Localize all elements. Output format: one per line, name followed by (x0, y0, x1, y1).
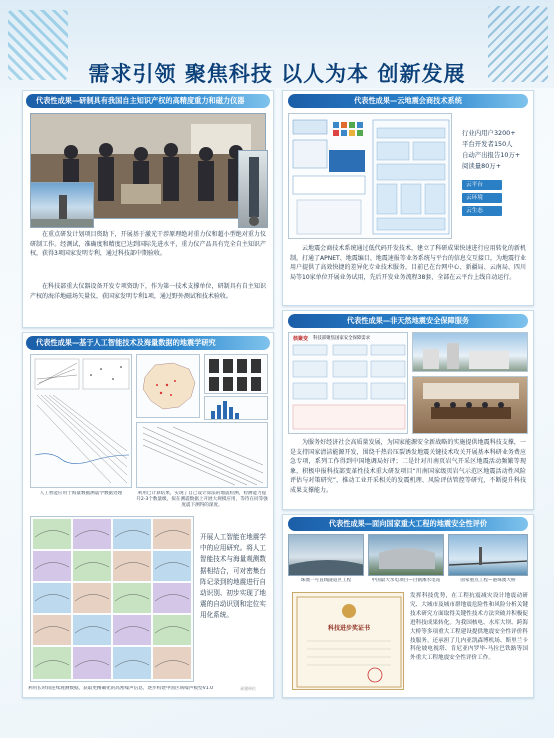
cloud-architecture-diagram (288, 113, 452, 239)
ai-caption-1: 人工智能应用于海量数据测震学数据处理 (39, 491, 123, 496)
caption-hydropower: 中国最大水电项目—白鹤滩水电站 (371, 578, 441, 583)
tag-cloud-ecosystem: 云生态 (462, 206, 502, 216)
section-safety-evaluation-para: 发挥科技优势，在工程抗震减灾设计地震动研究、大城市及城市群地震危险性和风险分析关键技术研究方面取得关键性技术方法突破并积极促进科技成果转化。为我国核电、水库大坝、跨海大桥等多项重大工程建设提供地震安全性评价科技服务。还承担了几内亚凯森博机场、斯里兰卡科伦坡电视塔、肯尼亚内罗毕-马拉巴铁路等国外重大工程地震安全性评价工作。 (410, 593, 528, 662)
histogram-figure (204, 396, 268, 420)
hydropower-photo (368, 534, 444, 576)
tag-cloud-platform: 云平台 (462, 180, 502, 190)
page-title: 需求引领 聚焦科技 以人为本 创新发展 (88, 62, 466, 86)
caption-bridge: 国家重点工程—港珠澳大桥 (460, 578, 516, 583)
section-instruments-heading: 代表性成果—研制具有我国自主知识产权的高精度重力和磁力仪器 (26, 94, 270, 108)
tag-cloud-environment: 云环境 (462, 193, 502, 203)
section-safety-evaluation-heading: 代表性成果—面向国家重大工程的地震安全性评价 (288, 517, 528, 531)
waveform-grid-figure (204, 354, 268, 394)
section-ai-seismology-heading: 代表性成果—基于人工智能技术及海量数据的地震学研究 (26, 336, 270, 350)
magnetometer-photo (238, 150, 268, 228)
china-map-figure (136, 354, 200, 418)
section-instruments-para2: 在科技部重大仪器设备开发专项资助下，作为第一技术支撑单位，研制具有自主知识产权的海洋地磁场矢量仪，获国家发明专利1项，通过野外测试和技术验收。 (30, 283, 266, 300)
nuclear-plant-photo (412, 332, 528, 372)
tunnel-photo (288, 534, 364, 576)
noise-model-grid (30, 516, 194, 682)
caption-tunnel: 珠澳一号直线隧道区工程 (300, 578, 352, 583)
meeting-room-photo (412, 376, 528, 434)
cloud-stat-developers: 平台开发者150人 (462, 140, 513, 148)
seismic-section-figure (136, 422, 268, 488)
ai-caption-2: 利用已计算结果，实现了自己设计算法的地震检测，检测能力提升2-3个数量级，拟在测震数据上开展大规模应用，等待在同等强度震下测得的深度。 (136, 491, 268, 508)
section-ai-seismology-para: 开展人工智能在地震学中的应用研究。将人工智能技术与海量观测数据相结合，可对密集台阵记录到的地震进行自动识别、初步实现了地震的自动识别和定位实用化系统。 (200, 533, 266, 620)
flowchart-title: 核聚变 (293, 336, 309, 342)
bridge-photo (448, 534, 528, 576)
cloud-stat-users: 行业内用户3200+ (462, 129, 516, 137)
fusion-flowchart (288, 332, 408, 434)
flowchart-subtitle: 科技部聚焦国家安全保障需求 (313, 336, 371, 341)
cloud-stat-reads: 阅读量80万+ (462, 162, 502, 170)
footer-label: 承建单位 (240, 686, 256, 691)
section-instruments-para1: 在重点研发计划项目资助下，开展基于激光干涉原理绝对重力仪和超小型绝对重力仪研制工作。经测试，准确度和精度已达到国际先进水平，重力仪产品具有完全自主知识产权，获得3项国家发明专利，通过科技部中期验收。 (30, 231, 266, 258)
award-certificate (292, 592, 404, 690)
section-cloud-consult-para: 云地震会商技术系统通过低代码开发技术，建立了科研成果快速进行应用转化的新机制，打通了APNET、地震编目、地震速报等业务系统与平台的信息交互接口，为地震行业用户提供了高效快捷的差异化专业技术服务，目前已在台网中心、新疆局、云南局、四川局等10家单位开展业务试用，先后开发业务流程38套，全部在云平台上线自动运行。 (290, 245, 526, 281)
certificate-title: 科技进步奖证书 (327, 625, 370, 632)
field-test-photo (30, 182, 94, 228)
ai-detection-figure (30, 354, 132, 488)
section-nonnatural-quake-para: 为服务好经济社会高质量发展，为国家能源安全新战略的实施提供地震科技支撑，一是支持国家清洁能源开发，围绕千热岩压裂诱发地震关键技术攻关开展基本科研业务费应急专项，系列工作得到中国地调局好评；二是针对川南页岩气开采区地震活动频繁等现象，积极申报科技部变革性技术重大研发项目“川南国家级页岩气示范区地震活动性风险评估与对策研究”，推动工业开采相关的发震机理、风险评估管控等研究，不断提升科技成果支撑能力。 (290, 439, 526, 494)
section-nonnatural-quake-heading: 代表性成果—非天然地震安全保障服务 (288, 314, 528, 328)
ai-caption-3: 利用长时间连续观测数据，获取更精确化的高密噪声信息，逐步构建中国区域噪声模型V1.0 (28, 686, 214, 691)
cloud-stat-reports: 自动产出报告10万+ (462, 151, 521, 159)
section-cloud-consult-heading: 代表性成果—云地震会商技术系统 (288, 94, 528, 108)
